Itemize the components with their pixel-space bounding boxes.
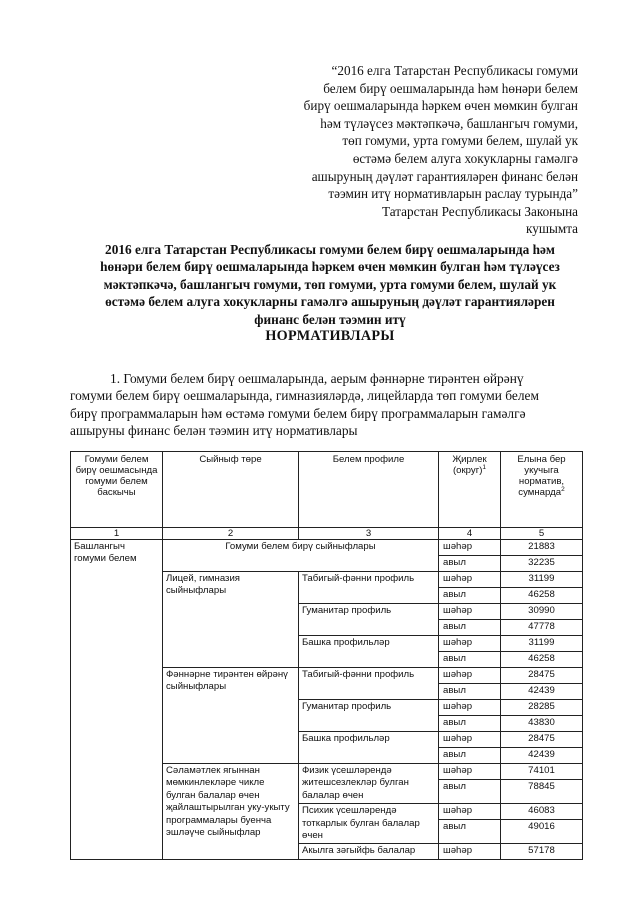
profile-cell: Физик үсешләрендә житешсезлекләр булган балалар өчен bbox=[299, 764, 439, 804]
title-norms: НОРМАТИВЛАРЫ bbox=[265, 328, 395, 345]
region-cell: шәһәр bbox=[439, 844, 501, 860]
title-line: мәктәпкәчә, башлангыч гомуми, төп гомуми, урта гомуми белем, шулай ук bbox=[103, 276, 557, 292]
value-cell: 28475 bbox=[501, 668, 583, 684]
profile-cell: Башка профильләр bbox=[299, 636, 439, 668]
level-cell: Башлангыч гомуми белем bbox=[71, 540, 163, 860]
title-line: өстәмә белем алуга хокукларны гамәлгә ашыруның дәүләт гарантияләрен bbox=[105, 294, 555, 310]
title-line: финанс белән тәэмин итү bbox=[254, 311, 406, 327]
document-title bbox=[70, 241, 590, 345]
approval-line: ашыруның дәүләт гарантияләрен финанс белән bbox=[311, 168, 578, 184]
general-classes-cell: Гомуми белем бирү сыйныфлары bbox=[163, 540, 439, 572]
region-cell: авыл bbox=[439, 652, 501, 668]
value-cell: 31199 bbox=[501, 636, 583, 652]
region-cell: шәһәр bbox=[439, 636, 501, 652]
region-cell: шәһәр bbox=[439, 604, 501, 620]
value-cell: 49016 bbox=[501, 820, 583, 844]
col-number: 4 bbox=[439, 528, 501, 540]
approval-line: белем бирү оешмаларында һәм һөнәри белем bbox=[323, 80, 578, 96]
approval-line: “2016 елга Татарстан Республикасы гомуми bbox=[331, 63, 578, 78]
value-cell: 21883 bbox=[501, 540, 583, 556]
header-norm: Елына бер укучыга норматив, сумнарда$^2$ bbox=[501, 452, 583, 528]
profile-cell: Психик үсешләрендә тоткарлык булган балалар өчен bbox=[299, 804, 439, 844]
section-heading bbox=[70, 370, 583, 439]
region-cell: шәһәр bbox=[439, 572, 501, 588]
value-cell: 28475 bbox=[501, 732, 583, 748]
value-cell: 31199 bbox=[501, 572, 583, 588]
title-line: һөнәри белем бирү оешмаларында һәркем өчен мөмкин булган һәм түләүсез bbox=[100, 259, 560, 275]
deep-study-cell: Фәннәрне тирәнтен өйрәнү сыйныфлары bbox=[163, 668, 299, 764]
region-cell: шәһәр bbox=[439, 540, 501, 556]
region-cell: шәһәр bbox=[439, 764, 501, 780]
value-cell: 46258 bbox=[501, 588, 583, 604]
value-cell: 42439 bbox=[501, 684, 583, 700]
value-cell: 43830 bbox=[501, 716, 583, 732]
value-cell: 47778 bbox=[501, 620, 583, 636]
col-number: 1 bbox=[71, 528, 163, 540]
region-cell: авыл bbox=[439, 620, 501, 636]
header-org-type: Гомуми белем бирү оешмасында гомуми белем баскычы bbox=[71, 452, 163, 528]
region-cell: шәһәр bbox=[439, 700, 501, 716]
approval-line: өстәмә белем алуга хокукларны гамәлгә bbox=[352, 150, 578, 166]
region-cell: авыл bbox=[439, 780, 501, 804]
profile-cell: Гуманитар профиль bbox=[299, 604, 439, 636]
header-class-type: Сыйныф төре bbox=[163, 452, 299, 528]
approval-line: Татарстан Республикасы Законына bbox=[382, 203, 578, 219]
header-profile: Белем профиле bbox=[299, 452, 439, 528]
profile-cell: Табигый-фәнни профиль bbox=[299, 668, 439, 700]
health-limited-cell: Сәламәтлек ягыннан мөмкинлекләре чикле булган балалар өчен җайлаштырылган уку-укыту программалары буенча эшләүче сыйныфлар bbox=[163, 764, 299, 860]
profile-cell: Акылга зәгыйфь балалар bbox=[299, 844, 439, 860]
region-cell: шәһәр bbox=[439, 668, 501, 684]
region-cell: шәһәр bbox=[439, 732, 501, 748]
approval-line: кушымта bbox=[526, 221, 578, 237]
lyceum-cell: Лицей, гимназия сыйныфлары bbox=[163, 572, 299, 668]
value-cell: 78845 bbox=[501, 780, 583, 804]
header-region: Җирлек (округ)$^1$ bbox=[439, 452, 501, 528]
region-cell: авыл bbox=[439, 748, 501, 764]
col-number: 2 bbox=[163, 528, 299, 540]
section-line: гомуми белем бирү оешмаларында, гимназияләрдә, лицейларда төп гомуми белем bbox=[70, 388, 539, 404]
approval-line: бирү оешмаларында һәркем өчен мөмкин булган bbox=[303, 98, 578, 114]
profile-cell: Табигый-фәнни профиль bbox=[299, 572, 439, 604]
section-line: 1. Гомуми белем бирү оешмаларында, аерым фәннәрне тирәнтен өйрәнү bbox=[110, 371, 524, 386]
norms-table bbox=[70, 451, 583, 860]
section-line: ашыруны финанс белән тәэмин итү нормативлары bbox=[70, 422, 358, 438]
value-cell: 28285 bbox=[501, 700, 583, 716]
approval-line: һәм түләүсез мәктәпкәчә, башлангыч гомуми, bbox=[320, 115, 578, 131]
col-number: 5 bbox=[501, 528, 583, 540]
region-cell: авыл bbox=[439, 684, 501, 700]
value-cell: 42439 bbox=[501, 748, 583, 764]
profile-cell: Башка профильләр bbox=[299, 732, 439, 764]
region-cell: авыл bbox=[439, 716, 501, 732]
profile-cell: Гуманитар профиль bbox=[299, 700, 439, 732]
value-cell: 32235 bbox=[501, 556, 583, 572]
region-cell: авыл bbox=[439, 820, 501, 844]
title-line: 2016 елга Татарстан Республикасы гомуми белем бирү оешмаларында һәм bbox=[105, 242, 555, 257]
value-cell: 46083 bbox=[501, 804, 583, 820]
approval-line: тәэмин итү нормативларын раслау турында” bbox=[328, 186, 578, 202]
region-cell: авыл bbox=[439, 588, 501, 604]
value-cell: 57178 bbox=[501, 844, 583, 860]
section-line: бирү программаларын һәм өстәмә гомуми белем бирү программаларын гамәлгә bbox=[70, 405, 526, 421]
value-cell: 30990 bbox=[501, 604, 583, 620]
col-number: 3 bbox=[299, 528, 439, 540]
region-cell: авыл bbox=[439, 556, 501, 572]
approval-line: төп гомуми, урта гомуми белем, шулай ук bbox=[342, 133, 578, 149]
approval-note bbox=[248, 62, 578, 238]
value-cell: 46258 bbox=[501, 652, 583, 668]
region-cell: шәһәр bbox=[439, 804, 501, 820]
norms-table-wrapper bbox=[70, 451, 583, 860]
value-cell: 74101 bbox=[501, 764, 583, 780]
